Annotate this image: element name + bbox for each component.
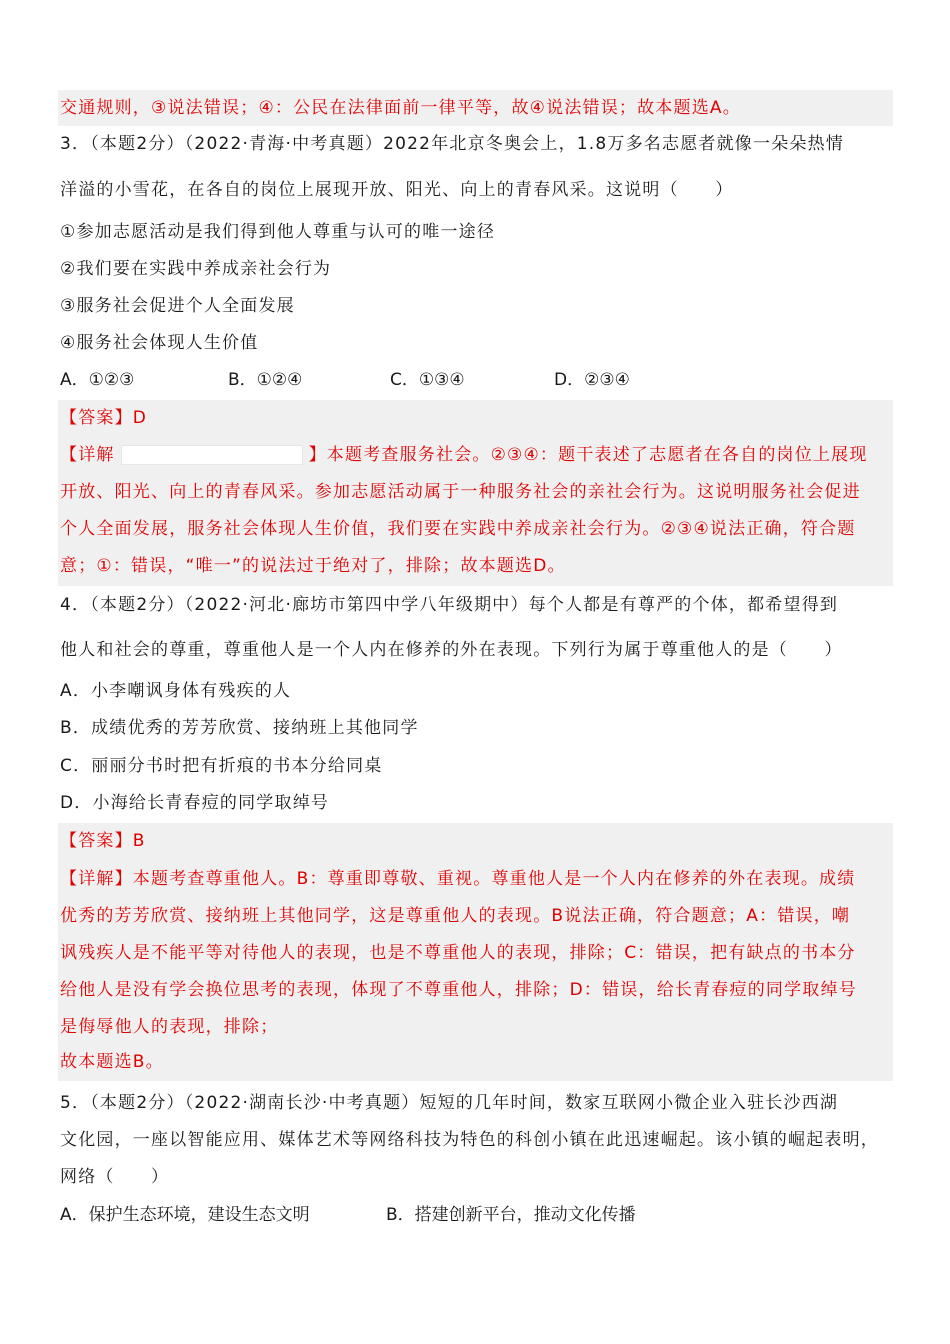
question-4-detail-line-6: 故本题选B。	[60, 1052, 164, 1072]
redacted-block	[121, 445, 303, 465]
question-5-options	[60, 1203, 636, 1227]
detail-label: 【详解	[60, 445, 115, 465]
question-3-options	[60, 368, 630, 392]
option-b: B．①②④	[228, 370, 303, 390]
question-4-option-c: C．丽丽分书时把有折痕的书本分给同桌	[60, 756, 383, 776]
question-4-detail-line-1: 【详解】本题考查尊重他人。B：尊重即尊敬、重视。尊重他人是一个人内在修养的外在表现。成绩	[60, 869, 856, 889]
question-4-detail-line-5: 是侮辱他人的表现，排除；	[60, 1017, 279, 1037]
question-3-stem-cont: 洋溢的小雪花，在各自的岗位上展现开放、阳光、向上的青春风采。这说明（ ）	[60, 180, 734, 200]
question-4-stem-cont: 他人和社会的尊重，尊重他人是一个人内在修养的外在表现。下列行为属于尊重他人的是（ ）	[60, 640, 843, 660]
question-3-detail-line-2: 开放、阳光、向上的青春风采。参加志愿活动属于一种服务社会的亲社会行为。这说明服务社会促进	[60, 482, 861, 502]
question-3-item-1: ①参加志愿活动是我们得到他人尊重与认可的唯一途径	[60, 222, 496, 242]
option-c: C．①③④	[390, 370, 465, 390]
previous-detail-line: 交通规则，③说法错误；④：公民在法律面前一律平等，故④说法错误；故本题选A。	[60, 98, 741, 118]
question-3-detail-line-4: 意；①：错误，“唯一”的说法过于绝对了，排除；故本题选D。	[60, 556, 566, 576]
option-b: B．搭建创新平台，推动文化传播	[386, 1205, 636, 1225]
option-a: A．①②③	[60, 370, 135, 390]
option-a: A．保护生态环境，建设生态文明	[60, 1205, 310, 1225]
question-4-option-a: A．小李嘲讽身体有残疾的人	[60, 681, 292, 701]
question-3-item-3: ③服务社会促进个人全面发展	[60, 296, 295, 316]
question-5-stem-cont-2: 网络（ ）	[60, 1167, 170, 1187]
question-3-item-4: ④服务社会体现人生价值	[60, 333, 259, 353]
question-5-stem: 5．（本题2分）（2022·湖南长沙·中考真题）短短的几年时间，数家互联网小微企业入驻长沙西湖	[60, 1093, 839, 1113]
detail-text: 】本题考查服务社会。②③④：题干表述了志愿者在各自的岗位上展现	[308, 445, 868, 465]
question-3-item-2: ②我们要在实践中养成亲社会行为	[60, 259, 332, 279]
option-d: D．②③④	[554, 370, 630, 390]
question-4-option-d: D．小海给长青春痘的同学取绰号	[60, 793, 330, 813]
question-5-stem-cont: 文化园，一座以智能应用、媒体艺术等网络科技为特色的科创小镇在此迅速崛起。该小镇的崛起表明，	[60, 1130, 879, 1150]
question-3-stem: 3．（本题2分）（2022·青海·中考真题）2022年北京冬奥会上，1.8万多名志愿者就像一朵朵热情	[60, 134, 845, 154]
question-4-detail-line-2: 优秀的芳芳欣赏、接纳班上其他同学，这是尊重他人的表现。B说法正确，符合题意；A：错误，嘲	[60, 906, 851, 926]
question-4-stem: 4．（本题2分）（2022·河北·廊坊市第四中学八年级期中）每个人都是有尊严的个体，都希望得到	[60, 595, 839, 615]
question-4-detail-line-4: 给他人是没有学会换位思考的表现，体现了不尊重他人，排除；D：错误，给长青春痘的同学取绰号	[60, 980, 857, 1000]
question-4-answer: 【答案】B	[60, 831, 146, 851]
question-3-detail-line-1	[60, 443, 892, 467]
question-4-option-b: B．成绩优秀的芳芳欣赏、接纳班上其他同学	[60, 718, 419, 738]
question-3-answer: 【答案】D	[60, 408, 148, 428]
question-4-detail-line-3: 讽残疾人是不能平等对待他人的表现，也是不尊重他人的表现，排除；C：错误，把有缺点的书本分	[60, 943, 856, 963]
question-3-detail-line-3: 个人全面发展，服务社会体现人生价值，我们要在实践中养成亲社会行为。②③④说法正确，符合题	[60, 519, 856, 539]
